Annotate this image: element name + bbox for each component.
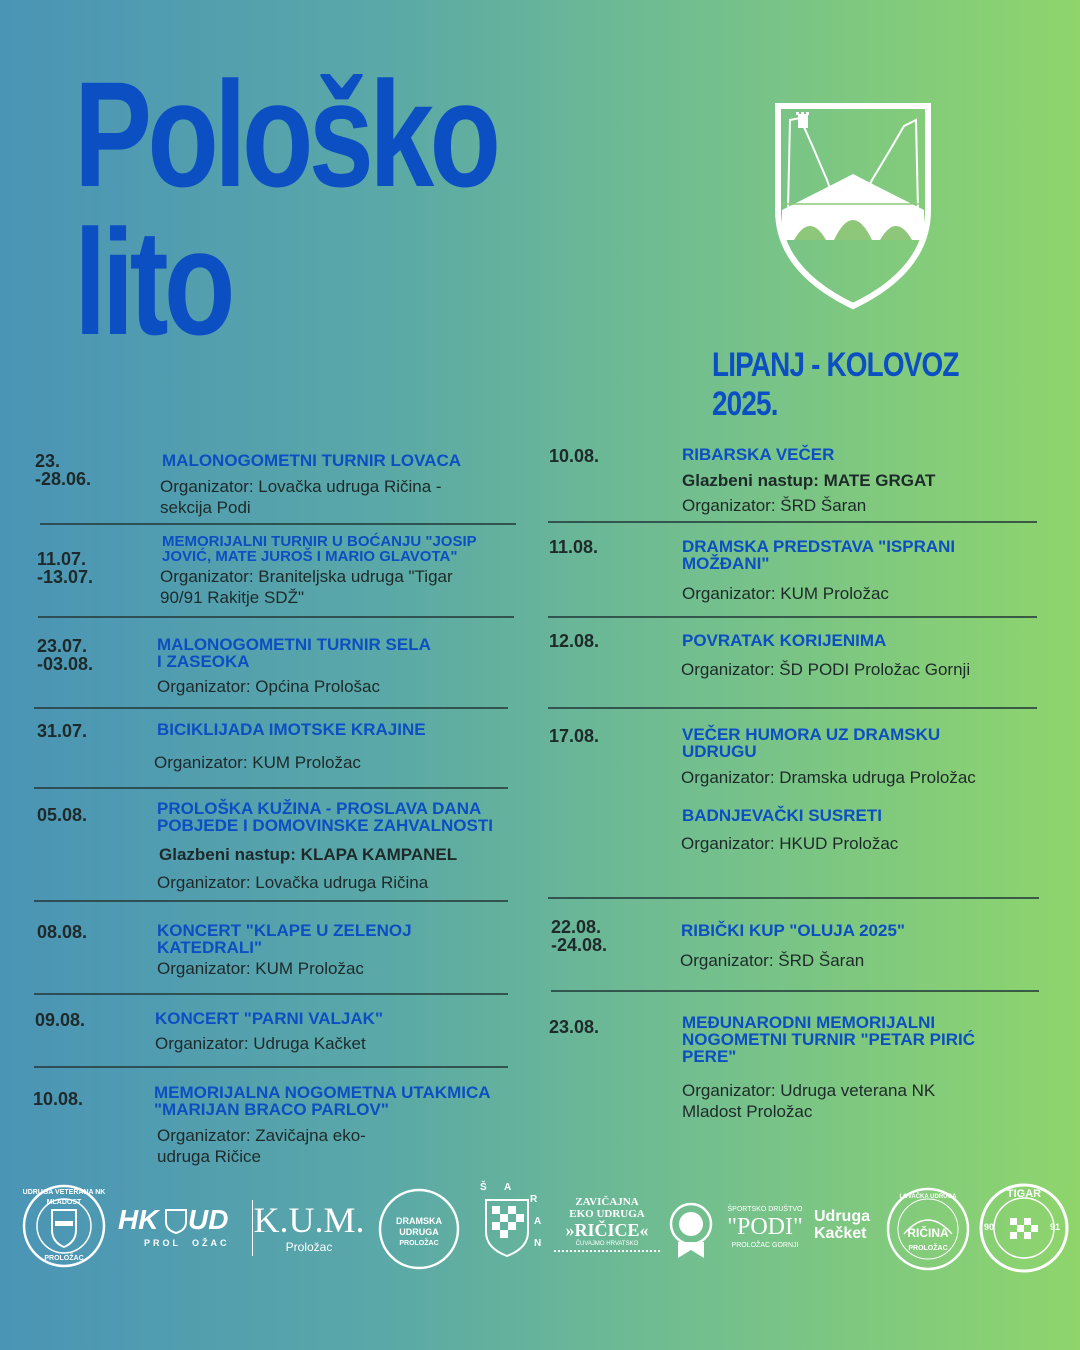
title-line-2: lito: [74, 198, 231, 366]
ricina-logo-place: PROLOŽAC: [908, 1245, 948, 1252]
event-organizer: Organizator: KUM Proložac: [154, 753, 361, 772]
ricice-logo: [550, 1196, 664, 1266]
dramska-logo-line-2: UDRUGA: [399, 1227, 439, 1237]
event-title: MEMORIJALNA NOGOMETNA UTAKMICA "MARIJAN BRACO PARLOV": [154, 1083, 491, 1119]
event-date: 08.08.: [37, 922, 88, 942]
event-organizer: Organizator: Udruga veterana NK Mladost Proložac: [682, 1081, 936, 1121]
separator: [548, 897, 1039, 899]
dramska-logo: [378, 1188, 460, 1270]
ricina-logo-line-1: LOVAČKA UDRUGA: [899, 1194, 957, 1200]
event-date: 23.07. -03.08.: [37, 636, 94, 674]
event-title: POVRATAK KORIJENIMA: [682, 631, 887, 650]
event-title: MALONOGOMETNI TURNIR LOVACA: [162, 451, 462, 470]
ricice-logo-line-1: ZAVIČAJNA: [575, 1196, 639, 1208]
event-date: 12.08.: [549, 631, 600, 651]
veterani-logo-text: UDRUGA VETERANA NK MLADOST: [22, 1189, 106, 1206]
event-organizer: Organizator: KUM Proložac: [682, 584, 889, 603]
kacket-logo-line-1: Udruga: [814, 1208, 870, 1225]
event-title: KONCERT "PARNI VALJAK": [155, 1009, 383, 1028]
tigar-logo-year-1: 90: [984, 1222, 995, 1232]
separator: [548, 616, 1037, 618]
event-title: VEČER HUMORA UZ DRAMSKU UDRUGU: [682, 725, 941, 761]
event-date: 23. -28.06.: [35, 451, 92, 489]
event-organizer: Organizator: Braniteljska udruga "Tigar 90/91 Rakitje SDŽ": [160, 567, 453, 607]
event-date: 22.08. -24.08.: [551, 917, 608, 955]
event-date: 11.07. -13.07.: [37, 549, 94, 587]
separator: [34, 707, 508, 709]
event-date: 10.08.: [33, 1089, 84, 1109]
separator: [34, 993, 508, 995]
event-organizer: Organizator: Dramska udruga Proložac: [681, 768, 976, 787]
ricice-logo-tagline: ČUVAJMO HRVATSKO: [575, 1241, 639, 1247]
title-line-1: Pološko: [74, 50, 497, 218]
event-organizer: Organizator: ŠD PODI Proložac Gornji: [681, 660, 971, 679]
tigar-logo: [978, 1182, 1070, 1274]
podi-logo-line-1: ŠPORTSKO DRUŠTVO: [727, 1206, 803, 1213]
event-organizer: Organizator: ŠRD Šaran: [682, 496, 867, 515]
podi-logo-name: "PODI": [727, 1214, 803, 1240]
kum-logo: [252, 1200, 365, 1256]
separator: [34, 900, 508, 902]
event-title: BICIKLIJADA IMOTSKE KRAJINE: [157, 720, 426, 739]
kacket-logo: [814, 1208, 878, 1248]
event-title: MEĐUNARODNI MEMORIJALNI NOGOMETNI TURNIR "PETAR PIRIĆ PERE": [682, 1013, 975, 1066]
event-title: MALONOGOMETNI TURNIR SELA I ZASEOKA: [157, 635, 431, 671]
podi-logo: [664, 1200, 814, 1260]
event-date: 23.08.: [549, 1017, 600, 1037]
veterani-logo: [22, 1184, 106, 1268]
saran-logo-letter-2: A: [504, 1182, 512, 1193]
event-season-dates: LIPANJ - KOLOVOZ 2025.: [712, 346, 959, 423]
event-date: 10.08.: [549, 446, 600, 466]
separator: [548, 521, 1037, 523]
event-title: DRAMSKA PREDSTAVA "ISPRANI MOŽĐANI": [682, 537, 956, 573]
event-organizer: Organizator: Lovačka udruga Ričina - sekcija Podi: [160, 477, 442, 517]
kum-logo-place: Proložac: [285, 1240, 333, 1254]
separator: [38, 616, 514, 618]
kum-logo-title: K.U.M.: [253, 1200, 365, 1240]
event-organizer-2: Organizator: HKUD Proložac: [681, 834, 899, 853]
tigar-logo-year-2: 91: [1050, 1222, 1061, 1232]
event-date: 05.08.: [37, 805, 88, 825]
event-date: 11.08.: [549, 537, 599, 557]
kacket-logo-line-2: Kačket: [814, 1225, 867, 1242]
page-title: [74, 50, 497, 366]
dramska-logo-line-1: DRAMSKA: [396, 1216, 442, 1226]
event-date: 31.07.: [37, 721, 88, 741]
event-title-2: BADNJEVAČKI SUSRETI: [682, 806, 882, 825]
event-title: KONCERT "KLAPE U ZELENOJ KATEDRALI": [157, 921, 412, 957]
ricina-logo: [884, 1186, 972, 1272]
ricice-logo-line-2: EKO UDRUGA: [569, 1208, 645, 1220]
event-title: MEMORIJALNI TURNIR U BOĆANJU "JOSIP JOVIĆ, MATE JUROŠ I MARIO GLAVOTA": [162, 533, 477, 565]
hkud-logo-hk: HK: [118, 1204, 159, 1235]
separator: [548, 707, 1037, 709]
event-organizer: Organizator: ŠRD Šaran: [680, 951, 865, 970]
hkud-logo: [118, 1204, 244, 1254]
event-organizer: Organizator: Udruga Kačket: [155, 1034, 366, 1053]
event-organizer: Organizator: KUM Proložac: [157, 959, 364, 978]
podi-logo-place: PROLOŽAC GORNJI: [731, 1242, 799, 1249]
tigar-logo-name: TIGAR: [1006, 1188, 1042, 1200]
separator: [34, 1066, 508, 1068]
saran-logo-letter-1: Š: [480, 1182, 487, 1193]
saran-logo-letter-4: A: [534, 1216, 542, 1227]
event-music: Glazbeni nastup: KLAPA KAMPANEL: [159, 845, 458, 864]
event-music: Glazbeni nastup: MATE GRGAT: [682, 471, 936, 490]
event-date: 09.08.: [35, 1010, 86, 1030]
veterani-logo-place: PROLOŽAC: [44, 1255, 84, 1262]
saran-logo: [470, 1182, 544, 1272]
hkud-logo-ud: UD: [188, 1204, 229, 1235]
coat-of-arms-icon: [772, 100, 934, 312]
ricina-logo-name: RIČINA: [907, 1226, 949, 1240]
event-title: RIBARSKA VEČER: [682, 445, 835, 464]
separator: [551, 990, 1039, 992]
sponsor-logos: [0, 1180, 1080, 1275]
separator: [40, 523, 516, 525]
saran-logo-letter-3: R: [530, 1194, 538, 1205]
hkud-logo-place-2: OŽAC: [192, 1238, 230, 1248]
event-organizer: Organizator: Lovačka udruga Ričina: [157, 873, 429, 892]
ricice-logo-underline: [554, 1250, 660, 1257]
event-title: RIBIČKI KUP "OLUJA 2025": [681, 921, 905, 940]
saran-logo-letter-5: N: [534, 1238, 542, 1249]
event-organizer: Organizator: Zavičajna eko- udruga Ričice: [157, 1126, 366, 1166]
event-organizer: Organizator: Općina Prološac: [157, 677, 380, 696]
separator: [34, 787, 508, 789]
event-date: 17.08.: [549, 726, 600, 746]
ricice-logo-name: »RIČICE«: [565, 1220, 649, 1240]
event-title: PROLOŠKA KUŽINA - PROSLAVA DANA POBJEDE I DOMOVINSKE ZAHVALNOSTI: [157, 799, 493, 835]
dramska-logo-line-3: PROLOŽAC: [399, 1240, 439, 1247]
hkud-logo-place-1: PROL: [144, 1238, 182, 1248]
